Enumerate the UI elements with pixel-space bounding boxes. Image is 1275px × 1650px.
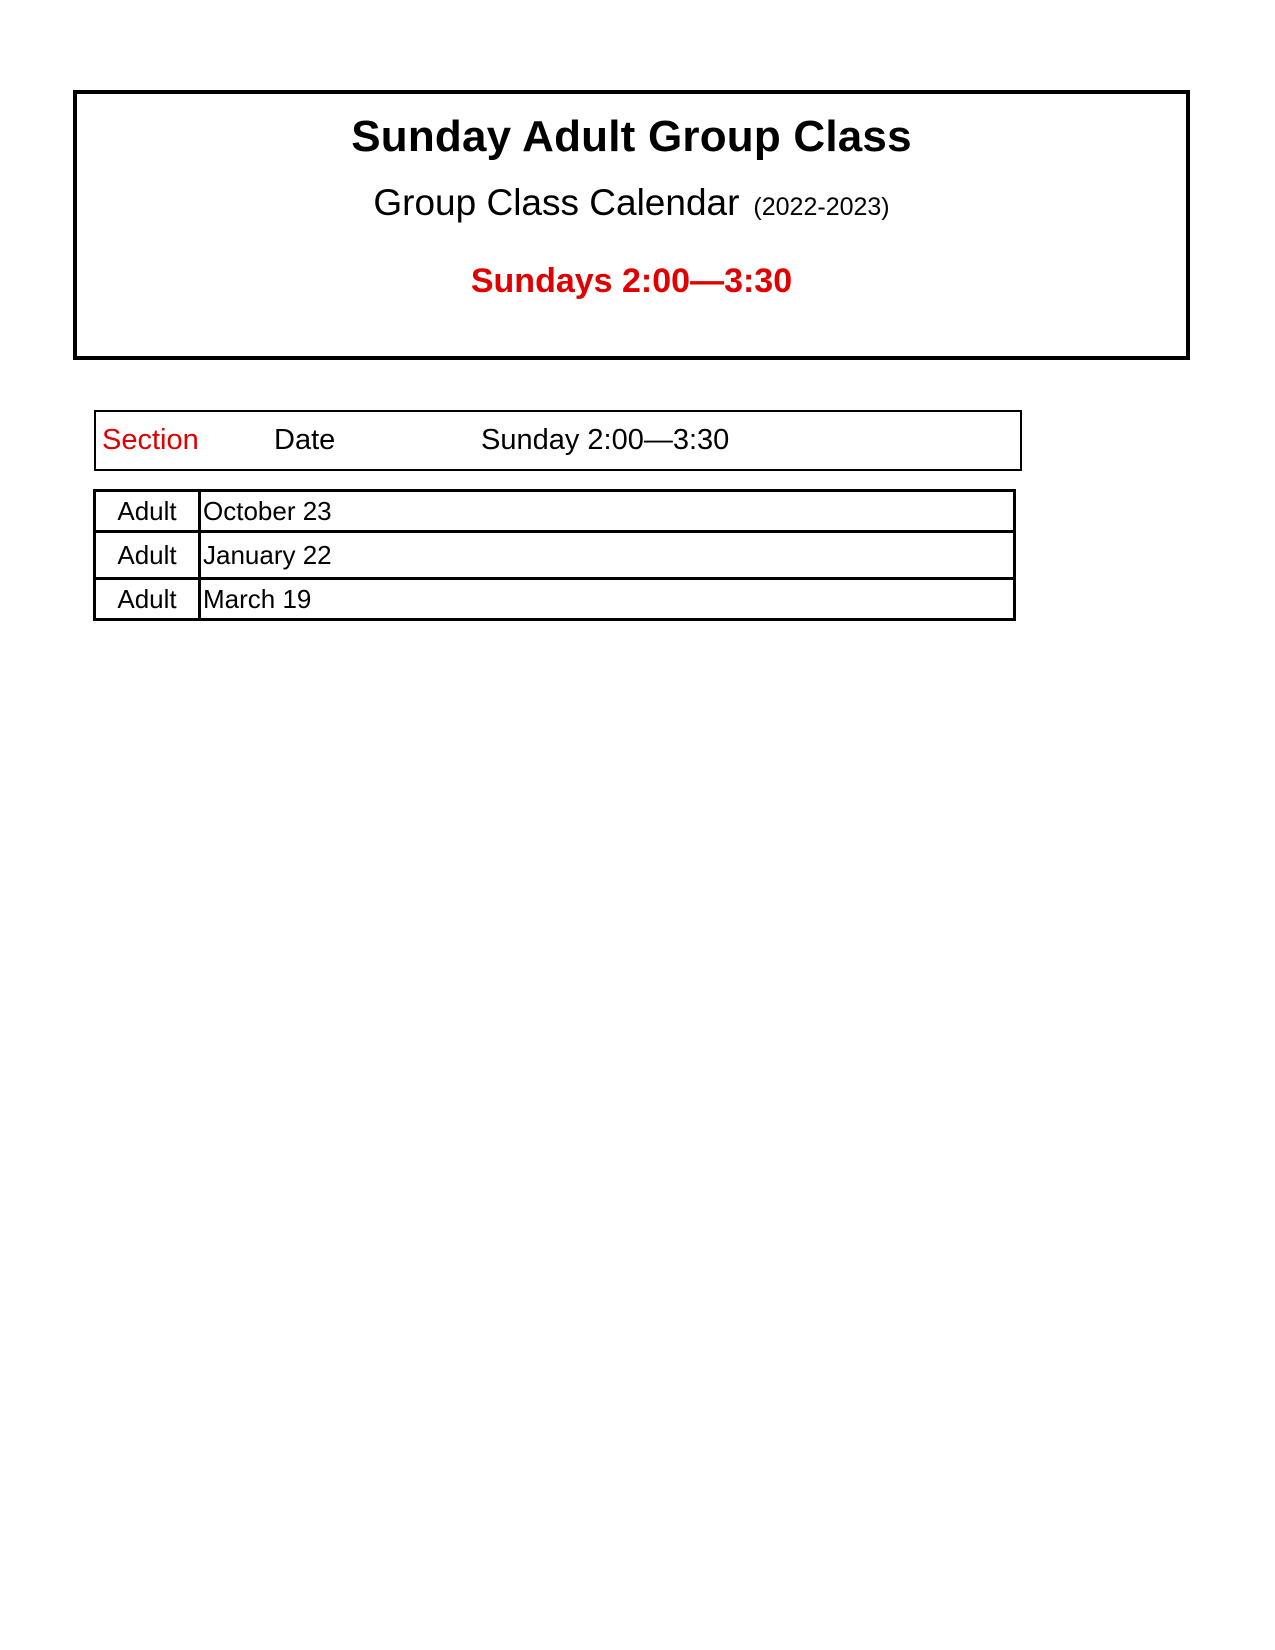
column-header-date: Date <box>274 424 336 456</box>
class-time: Sundays 2:00—3:30 <box>470 262 793 300</box>
page-title: Sunday Adult Group Class <box>351 112 912 161</box>
column-header-time: Sunday 2:00—3:30 <box>481 424 730 456</box>
column-header-section: Section <box>102 424 199 456</box>
row-date: January 22 <box>200 532 1015 579</box>
header-box <box>73 90 1190 360</box>
row-date: March 19 <box>200 579 1015 620</box>
column-header-row <box>94 410 1022 471</box>
table-row <box>95 579 1015 620</box>
table-row <box>95 491 1015 532</box>
schedule-table <box>93 489 1016 621</box>
table-row <box>95 532 1015 579</box>
subtitle-text: Group Class Calendar <box>373 182 740 223</box>
row-section: Adult <box>95 491 200 532</box>
year-range: (2022-2023) <box>753 193 890 221</box>
row-section: Adult <box>95 579 200 620</box>
row-section: Adult <box>95 532 200 579</box>
row-date: October 23 <box>200 491 1015 532</box>
page-subtitle <box>77 182 1186 224</box>
